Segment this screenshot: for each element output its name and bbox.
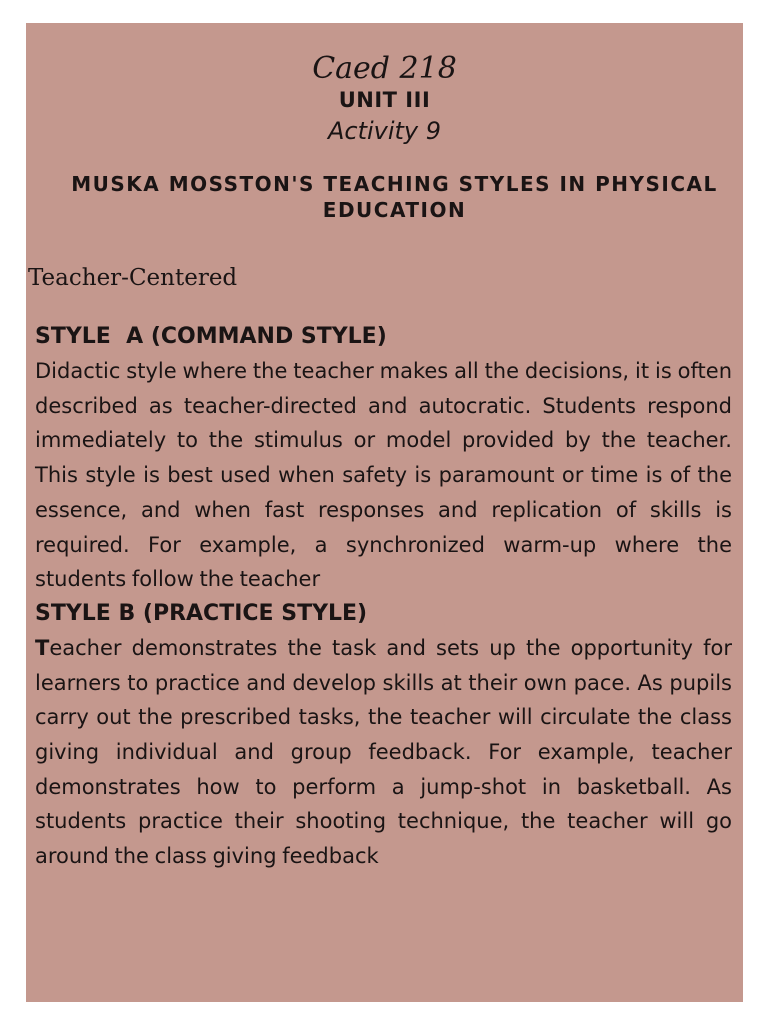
style-b-body-text: eacher demonstrates the task and sets up the opportunity for learners to practice and develop skills at their own pace. As pupils carry out the prescribed tasks, the teacher will circulate the class giving individual and group feedback. For example, teacher demonstrates how to perform a jump-shot in basketball. As students practice their shooting technique, the teacher will go around the class giving feedback <box>35 635 732 869</box>
style-b-block <box>35 597 732 874</box>
document-page <box>26 23 743 1002</box>
style-a-block <box>35 320 732 597</box>
style-a-heading: STYLE A (COMMAND STYLE) <box>35 324 387 349</box>
activity-title: Activity 9 <box>327 117 442 145</box>
unit-title: UNIT III <box>338 88 431 112</box>
course-code: Caed 218 <box>312 51 457 86</box>
section-label: Teacher-Centered <box>28 265 238 291</box>
style-b-heading: STYLE B (PRACTICE STYLE) <box>35 600 368 626</box>
style-b-first-letter: T <box>35 635 50 660</box>
styles-content <box>35 320 732 874</box>
page-title: MUSKA MOSSTON'S TEACHING STYLES IN PHYSICAL EDUCATION <box>71 172 718 222</box>
style-a-body: Didactic style where the teacher makes all the decisions, it is often described as teacher-directed and autocratic. Students respond immediately to the stimulus or model provided by the teacher. This style is best used when safety is paramount or time is of the essence, and when fast responses and replication of skills is required. For example, a synchronized warm-up where the students follow the teacher <box>35 359 732 592</box>
style-b-body <box>35 631 732 874</box>
